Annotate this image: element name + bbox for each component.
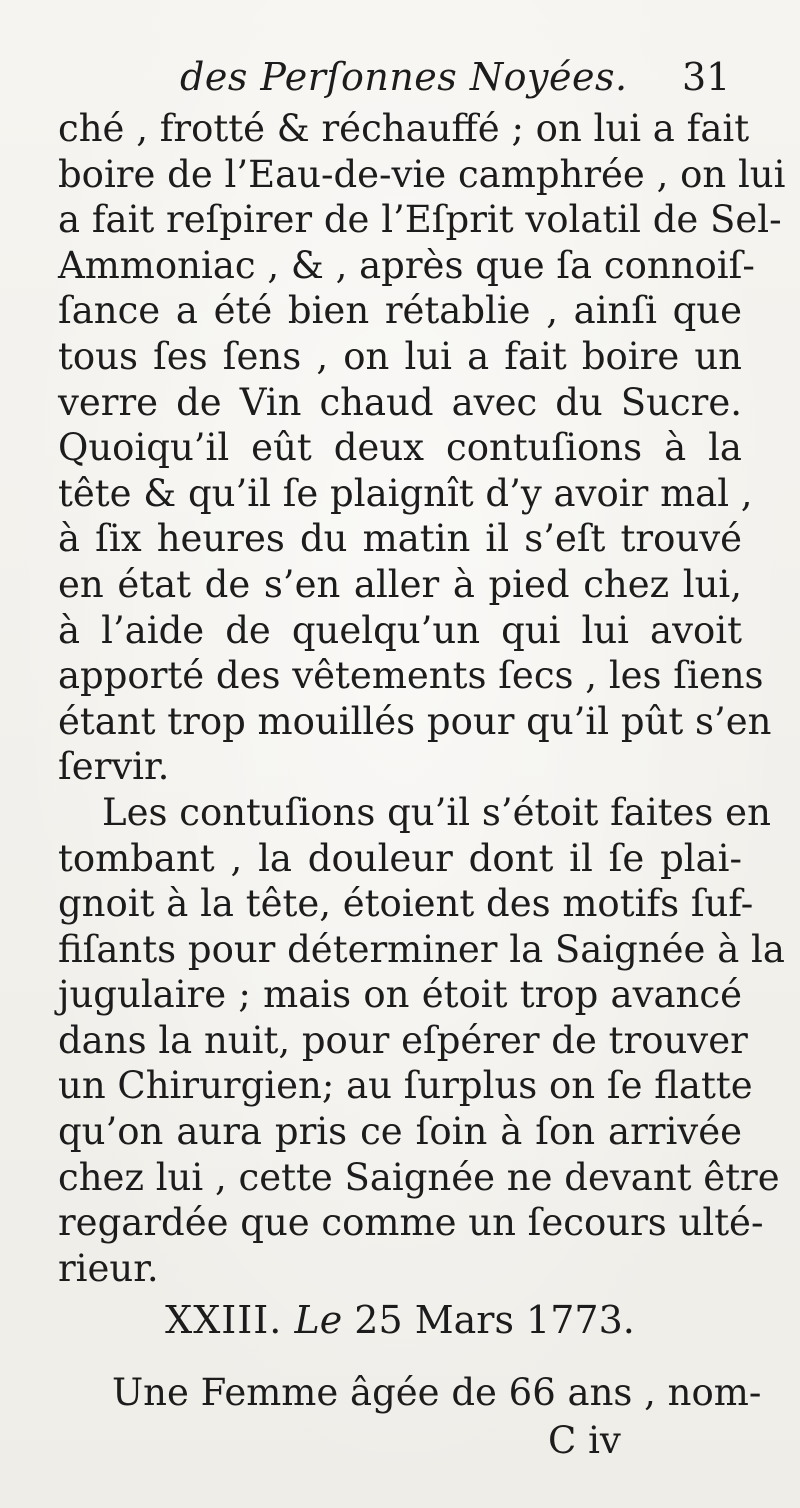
text-line: Quoiqu’il eût deux contuſions à la [58, 426, 742, 470]
body-text [58, 106, 786, 1291]
text-line: gnoit à la tête, étoient des motifs ſuf- [58, 882, 754, 926]
text-line: ſance a été bien rétablie , ainſi que [58, 289, 742, 333]
text-line: fiſants pour déterminer la Saignée à la [58, 927, 785, 971]
text-line: verre de Vin chaud avec du Sucre. [58, 380, 742, 424]
text-line: tous ſes ſens , on lui a fait boire un [58, 334, 742, 378]
page-number: 31 [682, 55, 731, 99]
text-line: jugulaire ; mais on étoit trop avancé [58, 973, 742, 1017]
text-line: en état de s’en aller à pied chez lui, [58, 562, 742, 606]
text-line: un Chirurgien; au ſurplus on ſe flatte [58, 1064, 753, 1108]
text-line: boire de l’Eau-de-vie camphrée , on lui [58, 152, 786, 196]
text-line: Ammoniac , & , après que ſa connoiſ- [58, 243, 755, 287]
section-number: XXIII. [165, 1298, 283, 1342]
final-text-line: Une Femme âgée de 66 ans , nom- [112, 1371, 762, 1414]
text-line: ché , frotté & réchauffé ; on lui a fait [58, 107, 750, 150]
text-line: chez lui , cette Saignée ne devant être [58, 1155, 780, 1199]
text-line: tombant , la douleur dont il ſe plai- [58, 836, 742, 880]
text-line: apporté des vêtements ſecs , les ſiens [58, 654, 764, 698]
text-line: Les contuſions qu’il s’étoit faites en [102, 790, 771, 834]
text-line: étant trop mouillés pour qu’il pût s’en [58, 699, 772, 743]
text-line: regardée que comme un ſecours ulté- [58, 1201, 764, 1245]
text-line: à ſix heures du matin il s’eſt trouvé [58, 517, 742, 561]
section-le: Le [294, 1298, 343, 1342]
running-head [0, 52, 800, 102]
text-line: a fait reſpirer de l’Eſprit volatil de Sel- [58, 198, 782, 242]
section-date: 25 Mars 1773. [354, 1298, 635, 1342]
text-line: tête & qu’il ſe plaignît d’y avoir mal , [58, 471, 753, 515]
section-heading [0, 1296, 800, 1344]
text-line: dans la nuit, pour eſpérer de trouver [58, 1018, 748, 1062]
running-title: des Perſonnes Noyées. [180, 55, 628, 99]
text-line: ſervir. [58, 745, 170, 789]
text-line: à l’aide de quelqu’un qui lui avoit [58, 608, 742, 652]
signature-mark: C iv [548, 1419, 621, 1462]
text-line: rieur. [58, 1246, 159, 1290]
text-line: qu’on aura pris ce ſoin à ſon arrivée [58, 1110, 742, 1154]
